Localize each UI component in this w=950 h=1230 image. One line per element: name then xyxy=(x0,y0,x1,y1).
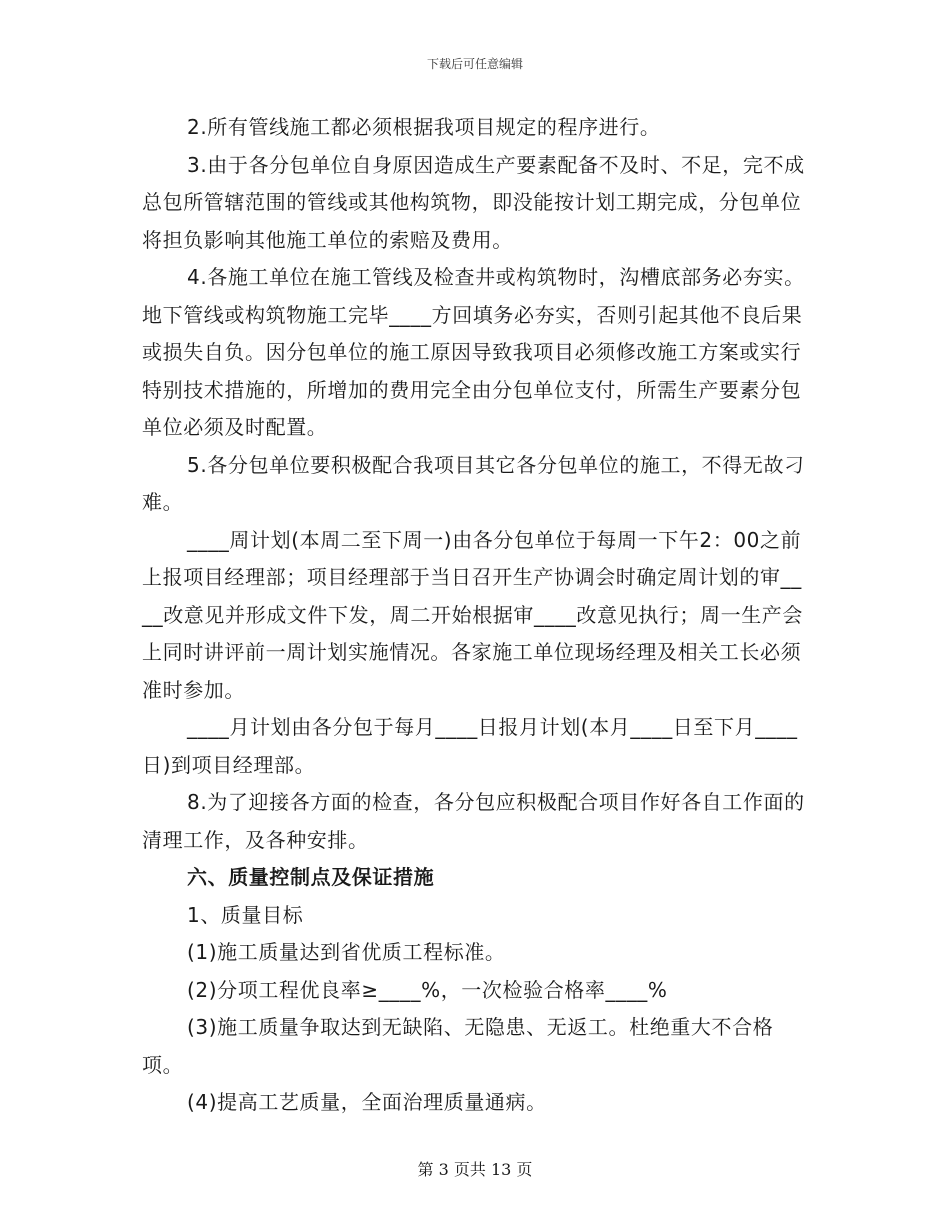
page-number-footer: 第 3 页共 13 页 xyxy=(417,1160,533,1179)
paragraph-item-3: 3.由于各分包单位自身原因造成生产要素配备不及时、不足，完不成总包所管辖范围的管线或其他构筑物，即没能按计划工期完成，分包单位将担负影响其他施工单位的索赔及费用。 xyxy=(142,152,805,252)
section-heading-quality-control: 六、质量控制点及保证措施 xyxy=(187,865,435,889)
page-header: 下载后可任意编辑 xyxy=(426,57,523,71)
subheading-quality-target: 1、质量目标 xyxy=(187,902,304,927)
quality-target-item-2: (2)分项工程优良率≥____%，一次检验合格率____% xyxy=(187,977,668,1002)
paragraph-item-4: 4.各施工单位在施工管线及检查井或构筑物时，沟槽底部务必夯实。地下管线或构筑物施工完毕____方回填务必夯实，否则引起其他不良后果或损失自负。因分包单位的施工原因导致我项目必须修改施工方案或实行特别技术措施的，所增加的费用完全由分包单位支付，所需生产要素分包单位必须及时配置。 xyxy=(142,265,805,439)
paragraph-item-5: 5.各分包单位要积极配合我项目其它各分包单位的施工，不得无故刁难。 xyxy=(142,452,805,514)
quality-target-item-1: (1)施工质量达到省优质工程标准。 xyxy=(187,940,506,964)
quality-target-item-3: (3)施工质量争取达到无缺陷、无隐患、无返工。杜绝重大不合格项。 xyxy=(142,1015,774,1077)
paragraph-monthly-plan: ____月计划由各分包于每月____日报月计划(本月____日至下月____日)到项目经理部。 xyxy=(142,715,798,777)
quality-target-item-4: (4)提高工艺质量，全面治理质量通病。 xyxy=(187,1090,547,1114)
paragraph-item-2: 2.所有管线施工都必须根据我项目规定的程序进行。 xyxy=(187,115,661,139)
paragraph-weekly-plan: ____周计划(本周二至下周一)由各分包单位于每周一下午2：00之前上报项目经理部；项目经理部于当日召开生产协调会时确定周计划的审____改意见并形成文件下发，周二开始根据审____改意见执行；周一生产会上同时讲评前一周计划实施情况。各家施工单位现场经理及相关工长必须准时参加。 xyxy=(142,527,803,702)
document-body xyxy=(142,109,810,1122)
paragraph-item-8: 8.为了迎接各方面的检查，各分包应积极配合项目作好各自工作面的清理工作，及各种安排。 xyxy=(142,790,805,852)
